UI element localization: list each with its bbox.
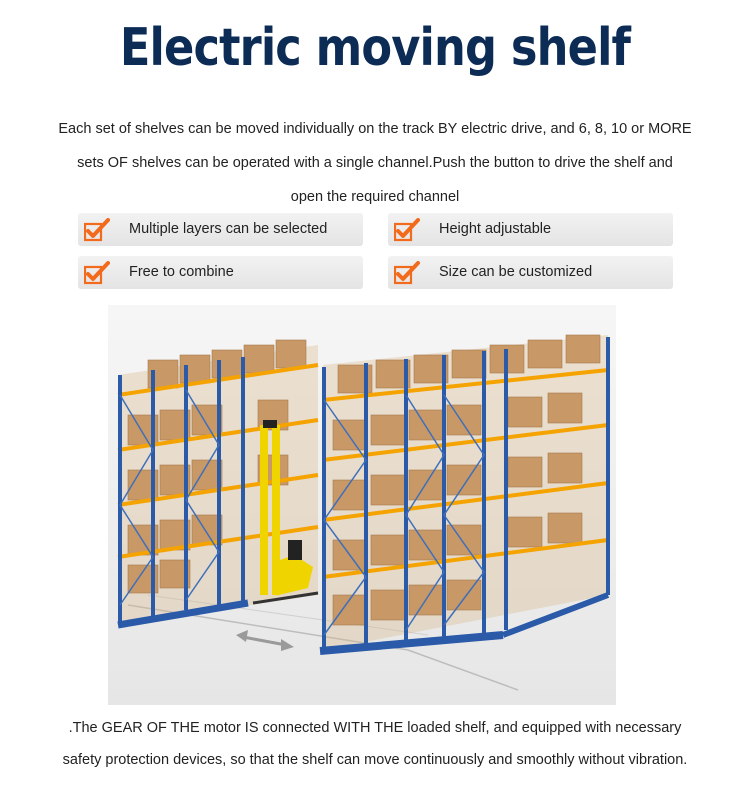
- feature-label: Size can be customized: [439, 264, 593, 280]
- footer-text: [20, 712, 730, 776]
- page-title: Electric moving shelf: [119, 18, 631, 78]
- feature-label: Multiple layers can be selected: [129, 221, 328, 237]
- check-icon: [84, 218, 110, 242]
- check-icon: [394, 218, 420, 242]
- intro-line-1: Each set of shelves can be moved individually on the track BY electric drive, and 6, 8, 10 or MORE: [58, 121, 692, 137]
- shelf-illustration: [108, 305, 616, 705]
- check-icon: [84, 261, 110, 285]
- intro-text: [20, 112, 730, 214]
- feature-multiple-layers: [78, 213, 363, 246]
- warehouse-rack-image: [108, 305, 616, 705]
- check-icon: [394, 261, 420, 285]
- feature-height-adjustable: [388, 213, 673, 246]
- feature-label: Height adjustable: [439, 221, 552, 237]
- footer-line-1: .The GEAR OF THE motor IS connected WITH THE loaded shelf, and equipped with necessary: [68, 720, 682, 736]
- intro-line-3: open the required channel: [290, 189, 460, 205]
- feature-size-customized: [388, 256, 673, 289]
- feature-label: Free to combine: [129, 264, 234, 280]
- intro-line-2: sets OF shelves can be operated with a single channel.Push the button to drive the shelf and: [77, 155, 673, 171]
- feature-free-to-combine: [78, 256, 363, 289]
- footer-line-2: safety protection devices, so that the shelf can move continuously and smoothly without vibration.: [62, 752, 688, 768]
